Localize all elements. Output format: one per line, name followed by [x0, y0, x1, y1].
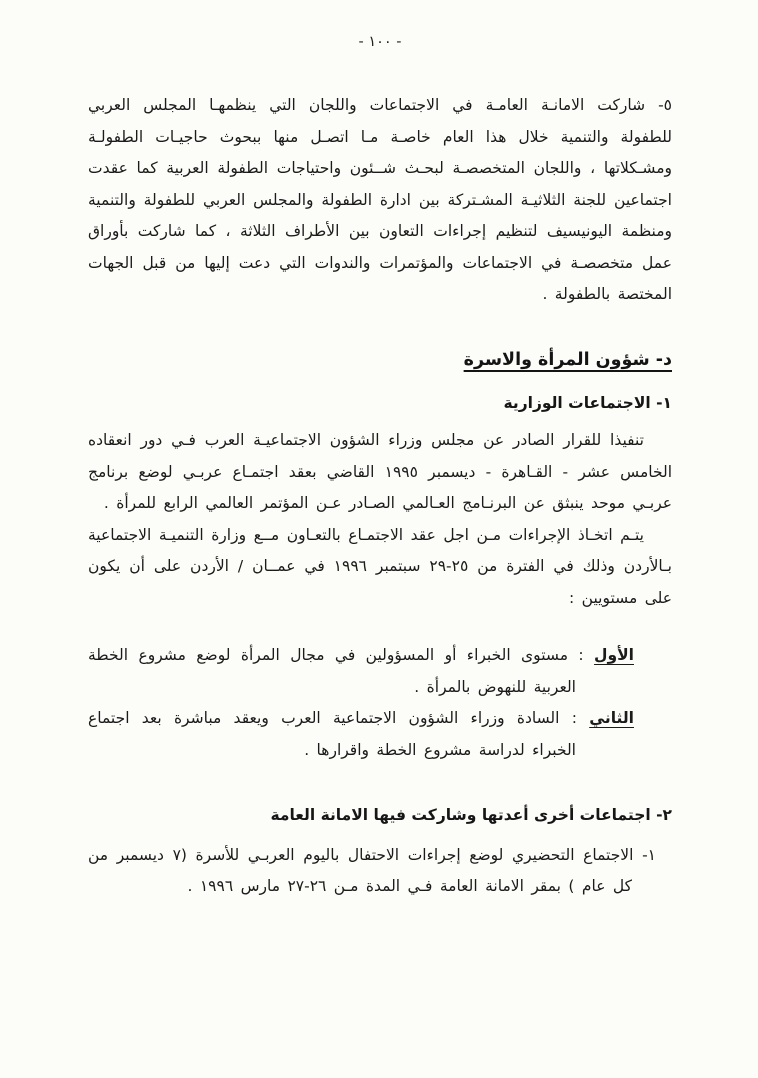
paragraph-ministerial-2: يتـم اتخـاذ الإجراءات مـن اجل عقد الاجتمـاع بالتعـاون مــع وزارة التنميـة الاجتماعية بـالأردن وذلك في الفترة من ٢٥-٢٩ سبتمبر ١٩٩٦ في عمــان / الأردن على أن يكون على مستويين : [88, 525, 672, 607]
level-item-first [88, 640, 634, 703]
section-heading-women-family: د- شؤون المرأة والاسرة [463, 349, 672, 370]
paragraph-ministerial-1: تنفيذا للقرار الصادر عن مجلس وزراء الشؤون الاجتماعيـة العرب فـي دور انعقاده الخامس عشر - القـاهرة - ديسمبر ١٩٩٥ القاضي بعقد اجتمـاع عربـي لوضع برنامج عربـي موحد ينبثق عن البرنـامج العـالمي الصـادر عـن المؤتمر العالمي الرابع للمرأة . [88, 431, 672, 512]
level-second-text: : السادة وزراء الشؤون الاجتماعية العرب ويعقد مباشرة بعد اجتماع الخبراء لدراسة مشروع الخطة واقرارها . [88, 709, 590, 759]
level-item-second [88, 703, 634, 766]
subsection-title-other-meetings: ٢- اجتماعات أخرى أعدتها وشاركت فيها الامانة العامة [270, 806, 672, 824]
subsection-title-ministerial-meetings: ١- الاجتماعات الوزارية [503, 393, 672, 412]
level-first-label: الأول [594, 646, 634, 664]
paragraph-other-meetings-item1: ١- الاجتماع التحضيري لوضع إجراءات الاحتفال باليوم العربـي للأسرة (٧ ديسمبر من كل عام ) بمقر الامانة العامة فـي المدة مـن ٢٦-٢٧ مارس ١٩٩٦ . [88, 845, 656, 895]
level-first-text: : مستوى الخبراء أو المسؤولين في مجال المرأة لوضع مشروع الخطة العربية للنهوض بالمرأة . [88, 646, 595, 696]
page-number: - ١٠٠ - [358, 34, 402, 50]
paragraph-childhood-item5: ٥- شاركت الامانـة العامـة في الاجتماعات واللجان التي ينظمهـا المجلس العربي للطفولة والتنمية خلال هذا العام خاصـة مـا اتصـل منها ببحوث حاجيـات الطفولـة ومشـكلاتها ، واللجان المتخصصـة لبحـث شــئون واحتياجات الطفولة العربية كما عقدت اجتماعين للجنة الثلاثيـة المشـتركة بين ادارة الطفولة والمجلس العربي للطفولة والتنمية ومنظمة اليونيسيف لتنظيم إجراءات التعاون بين الأطراف الثلاثة ، كما شاركت بأوراق عمل متخصصـة في الاجتماعات والمؤتمرات والندوات التي دعت إليها من قبل الجهات المختصة بالطفولة . [88, 96, 672, 303]
levels-list [88, 640, 634, 766]
level-second-label: الثاني [589, 709, 634, 727]
other-meetings-section [88, 800, 672, 903]
